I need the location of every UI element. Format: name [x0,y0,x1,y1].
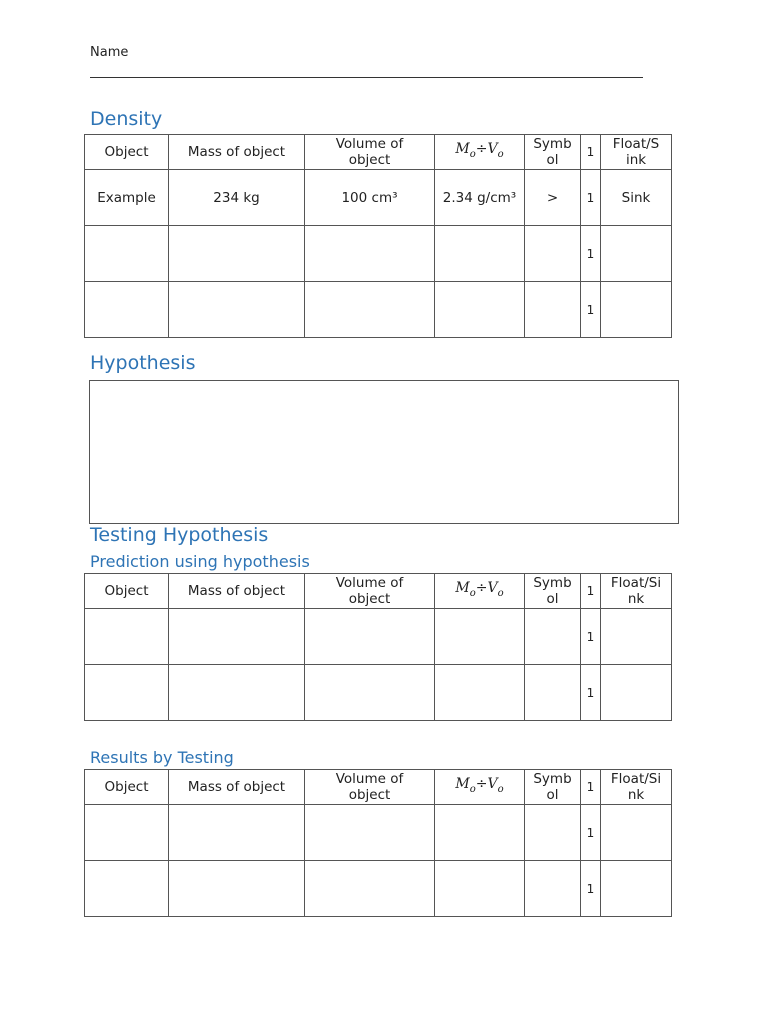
density-header-row [85,135,672,170]
density-cell[interactable] [435,665,525,721]
col-float-header: Float/Si nk [601,770,672,805]
col-one-header: 1 [581,574,601,609]
mass-cell[interactable] [169,282,305,338]
density-table [84,134,672,338]
prediction-heading: Prediction using hypothesis [90,552,310,571]
float-cell[interactable] [601,805,672,861]
float-cell[interactable] [601,282,672,338]
symbol-cell[interactable] [525,861,581,917]
volume-cell[interactable]: 100 cm³ [305,170,435,226]
volume-cell[interactable] [305,282,435,338]
results-header-row [85,770,672,805]
symbol-cell[interactable] [525,665,581,721]
col-mass-header: Mass of object [169,574,305,609]
prediction-header-row [85,574,672,609]
volume-cell[interactable] [305,226,435,282]
testing-hypothesis-heading: Testing Hypothesis [90,524,269,546]
volume-cell[interactable] [305,665,435,721]
col-object-header: Object [85,770,169,805]
object-cell[interactable] [85,861,169,917]
col-one-header: 1 [581,770,601,805]
symbol-cell[interactable]: > [525,170,581,226]
mass-cell[interactable] [169,609,305,665]
col-float-header: Float/S ink [601,135,672,170]
col-volume-header: Volume of object [305,574,435,609]
mass-cell[interactable]: 234 kg [169,170,305,226]
col-float-header: Float/Si nk [601,574,672,609]
one-cell: 1 [581,609,601,665]
volume-cell[interactable] [305,861,435,917]
object-cell[interactable] [85,609,169,665]
one-cell: 1 [581,805,601,861]
one-cell: 1 [581,282,601,338]
table-row [85,226,672,282]
mass-cell[interactable] [169,226,305,282]
hypothesis-box[interactable] [89,380,679,524]
object-cell[interactable] [85,226,169,282]
density-cell[interactable] [435,805,525,861]
object-cell[interactable]: Example [85,170,169,226]
float-cell[interactable] [601,226,672,282]
float-cell[interactable] [601,665,672,721]
one-cell: 1 [581,861,601,917]
density-cell[interactable] [435,282,525,338]
col-symbol-header: Symb ol [525,770,581,805]
table-row [85,170,672,226]
one-cell: 1 [581,170,601,226]
results-table [84,769,672,917]
mass-cell[interactable] [169,861,305,917]
table-row [85,609,672,665]
volume-cell[interactable] [305,805,435,861]
table-row [85,861,672,917]
prediction-table [84,573,672,721]
col-volume-header: Volume of object [305,135,435,170]
one-cell: 1 [581,665,601,721]
symbol-cell[interactable] [525,805,581,861]
col-symbol-header: Symb ol [525,574,581,609]
object-cell[interactable] [85,665,169,721]
one-cell: 1 [581,226,601,282]
col-density-formula-header: $M_o\div V_o$ [435,135,525,170]
results-heading: Results by Testing [90,748,234,767]
col-mass-header: Mass of object [169,135,305,170]
density-cell[interactable] [435,609,525,665]
name-label: Name [90,45,129,60]
col-density-formula-header: $M_o\div V_o$ [435,770,525,805]
col-volume-header: Volume of object [305,770,435,805]
float-cell[interactable] [601,861,672,917]
col-mass-header: Mass of object [169,770,305,805]
name-field-line[interactable] [90,77,643,78]
col-one-header: 1 [581,135,601,170]
density-cell[interactable] [435,226,525,282]
float-cell[interactable]: Sink [601,170,672,226]
col-density-formula-header: $M_o\div V_o$ [435,574,525,609]
volume-cell[interactable] [305,609,435,665]
symbol-cell[interactable] [525,226,581,282]
float-cell[interactable] [601,609,672,665]
symbol-cell[interactable] [525,282,581,338]
density-cell[interactable] [435,861,525,917]
symbol-cell[interactable] [525,609,581,665]
table-row [85,665,672,721]
table-row [85,805,672,861]
table-row [85,282,672,338]
density-cell[interactable]: 2.34 g/cm³ [435,170,525,226]
col-object-header: Object [85,574,169,609]
col-symbol-header: Symb ol [525,135,581,170]
object-cell[interactable] [85,282,169,338]
hypothesis-heading: Hypothesis [90,352,196,374]
density-heading: Density [90,108,163,130]
col-object-header: Object [85,135,169,170]
object-cell[interactable] [85,805,169,861]
mass-cell[interactable] [169,805,305,861]
mass-cell[interactable] [169,665,305,721]
